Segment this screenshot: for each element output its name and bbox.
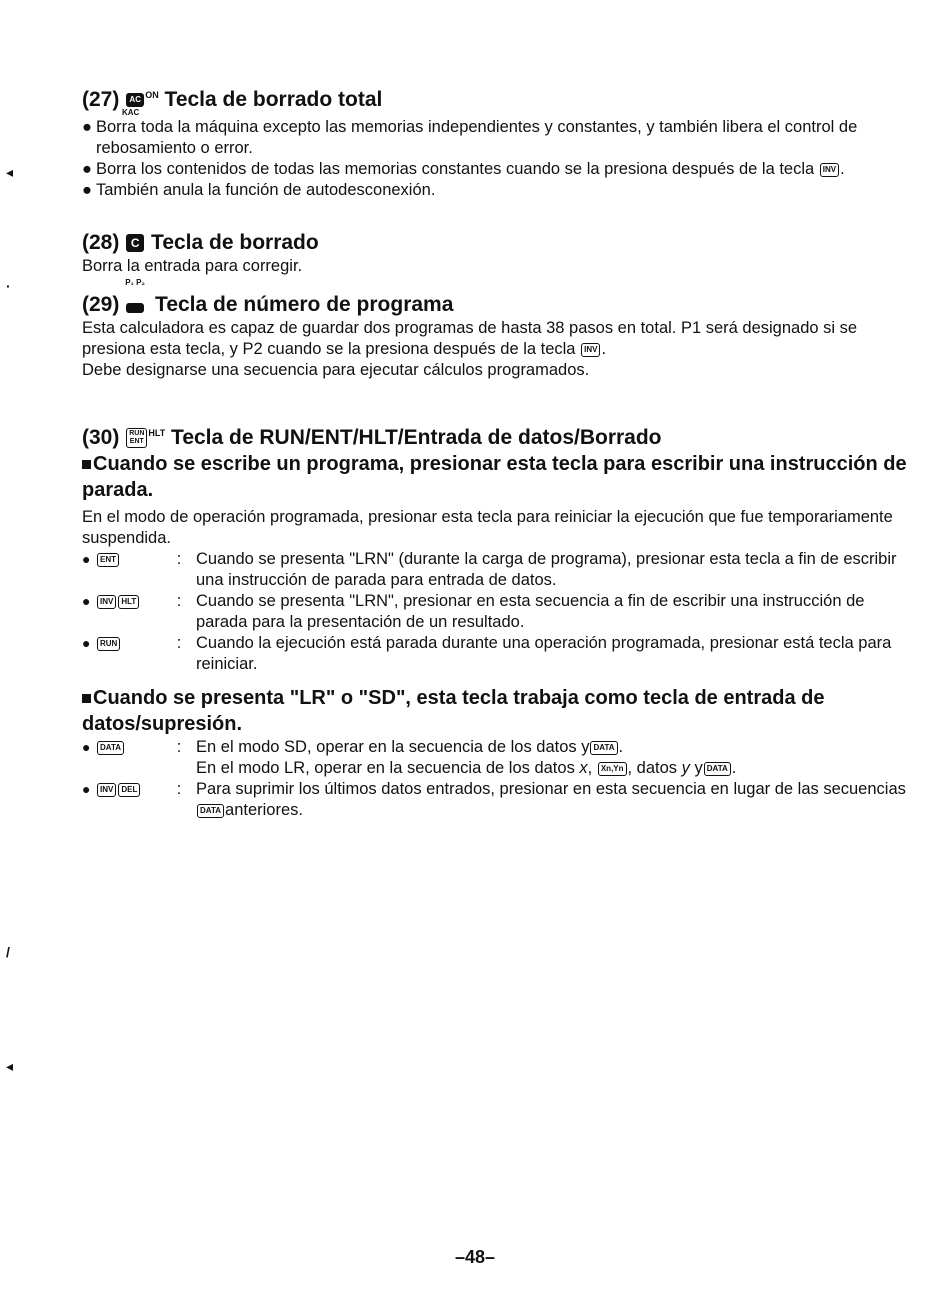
data-key-icon: DATA [197, 804, 224, 818]
section-title: Tecla de borrado total [164, 88, 383, 111]
p1-p2-label: P₁ P₂ [125, 278, 145, 287]
margin-mark: ◂ [6, 164, 14, 180]
bullet-icon: ● [82, 593, 91, 609]
x-variable: x [579, 759, 588, 777]
section-number: (28) [82, 231, 120, 254]
section-title: Tecla de RUN/ENT/HLT/Entrada de datos/Borrado [171, 426, 662, 449]
inv-key-icon: INV [820, 163, 839, 177]
c-key-icon: C [126, 234, 144, 252]
key-label: AC [129, 95, 141, 105]
row-text: Cuando se presenta "LRN" (durante la carga de programa), presionar esta tecla a fin de escribir una instrucción de parada para entrada de datos. [196, 550, 897, 589]
body-text: Esta calculadora es capaz de guardar dos programas de hasta 38 pasos en total. P1 será designado si se presiona esta tecla, y P2 cuando se la presiona después de la tecla [82, 319, 858, 358]
data-key-icon: DATA [97, 741, 124, 755]
list-item: ● Borra los contenidos de todas las memorias constantes cuando se la presiona después de la tecla INV . [82, 160, 845, 178]
bullet-icon: ● [82, 781, 91, 797]
subheading-2 [82, 685, 912, 737]
list-item [82, 737, 912, 779]
text-line-1: En el modo SD, operar en la secuencia de los datos y [196, 738, 590, 756]
page-number: –48– [454, 1247, 496, 1267]
program-key-icon [125, 278, 149, 318]
section-30 [82, 420, 912, 821]
margin-mark: / [6, 944, 10, 960]
text-fragment: y [694, 759, 703, 777]
square-bullet-icon [82, 694, 91, 703]
bullet-icon: ● [82, 160, 92, 178]
inv-key-icon: INV [97, 783, 116, 797]
row-text [196, 779, 912, 821]
run-ent-key-icon [126, 428, 147, 448]
key-sequence [96, 591, 162, 633]
hlt-key-icon: HLT [118, 595, 139, 609]
list-item [82, 180, 912, 201]
key-label: RUN [129, 430, 145, 438]
list-item [82, 117, 912, 159]
bullet-icon: ● [82, 551, 91, 567]
section-body: Esta calculadora es capaz de guardar dos programas de hasta 38 pasos en total. P1 será designado si se presiona esta tecla, y P2 cuando se la presiona después de la tecla INV . [82, 319, 858, 358]
section-number: (27) [82, 88, 120, 111]
section-body-2: Debe designarse una secuencia para ejecutar cálculos programados. [82, 361, 590, 379]
xn-yn-key-icon: Xn,Yn [598, 762, 627, 776]
margin-mark: ◂ [6, 1058, 14, 1074]
text-fragment: anteriores. [225, 801, 303, 819]
colon: : [176, 550, 182, 568]
y-variable: y [681, 759, 690, 777]
bullet-icon: ● [82, 181, 92, 199]
list-item [82, 549, 912, 591]
section-28-heading [82, 230, 912, 256]
kac-key-label: KAC [122, 108, 140, 117]
bullet-icon: ● [82, 739, 91, 755]
key-label: ENT [129, 438, 144, 446]
subheading-1 [82, 451, 912, 503]
list-item [82, 779, 912, 821]
row-text: Cuando la ejecución está parada durante una operación programada, presionar está tecla para reiniciar. [196, 634, 892, 673]
section-29 [82, 278, 912, 381]
text-fragment: Para suprimir los últimos datos entrados, presionar en esta secuencia en lugar de las secuencias [196, 780, 906, 798]
key-body [126, 303, 144, 313]
key-sequence [96, 633, 162, 675]
inv-key-icon: INV [97, 595, 116, 609]
subheading-text: Cuando se escribe un programa, presionar esta tecla para escribir una instrucción de parada. [82, 453, 907, 501]
row-text: Cuando se presenta "LRN", presionar en esta secuencia a fin de escribir una instrucción de parada para la presentación de un resultado. [196, 592, 865, 631]
margin-mark: · [6, 278, 11, 294]
key-on-label: ON [145, 90, 159, 100]
bullet-icon: ● [82, 118, 92, 136]
data-key-icon: DATA [704, 762, 731, 776]
section-number: (29) [82, 293, 120, 316]
ent-key-icon: ENT [97, 553, 119, 567]
list-item [82, 633, 912, 675]
text-fragment: , datos [627, 759, 678, 777]
key-sequence [96, 549, 162, 591]
square-bullet-icon [82, 460, 91, 469]
data-key-icon: DATA [590, 741, 617, 755]
section-28 [82, 230, 912, 277]
section-27 [82, 82, 912, 201]
row-text: En el modo SD, operar en la secuencia de los datos y DATA . En el modo LR, operar en la secuencia de los datos x, Xn,Yn , datos y y DATA . [196, 738, 737, 777]
colon: : [176, 634, 182, 652]
text-line-2: En el modo LR, operar en la secuencia de los datos [196, 759, 575, 777]
bullet-icon: ● [82, 635, 91, 651]
section-body: Borra la entrada para corregir. [82, 257, 303, 275]
colon: : [176, 592, 182, 610]
colon: : [176, 780, 182, 798]
del-key-icon: DEL [118, 783, 140, 797]
section-30-heading [82, 420, 912, 451]
hlt-label: HLT [148, 428, 166, 438]
list-item [82, 591, 912, 633]
inv-key-icon: INV [581, 343, 600, 357]
section-title: Tecla de número de programa [155, 293, 454, 316]
paragraph: En el modo de operación programada, presionar esta tecla para reiniciar la ejecución que fue temporariamente suspendida. [82, 508, 893, 547]
section-29-heading [82, 278, 912, 318]
section-27-heading [82, 82, 912, 113]
subheading-text: Cuando se presenta "LR" o "SD", esta tecla trabaja como tecla de entrada de datos/supresión. [82, 687, 825, 735]
bullet-text: Borra los contenidos de todas las memorias constantes cuando se la presiona después de la tecla [96, 160, 815, 178]
section-number: (30) [82, 426, 120, 449]
run-key-icon: RUN [97, 637, 120, 651]
key-sequence [96, 737, 162, 779]
bullet-text: También anula la función de autodesconexión. [96, 181, 436, 199]
colon: : [176, 738, 182, 756]
section-title: Tecla de borrado [151, 231, 319, 254]
bullet-text: Borra toda la máquina excepto las memorias independientes y constantes, y también libera el control de rebosamiento o error. [96, 118, 858, 157]
key-sequence [96, 779, 162, 821]
